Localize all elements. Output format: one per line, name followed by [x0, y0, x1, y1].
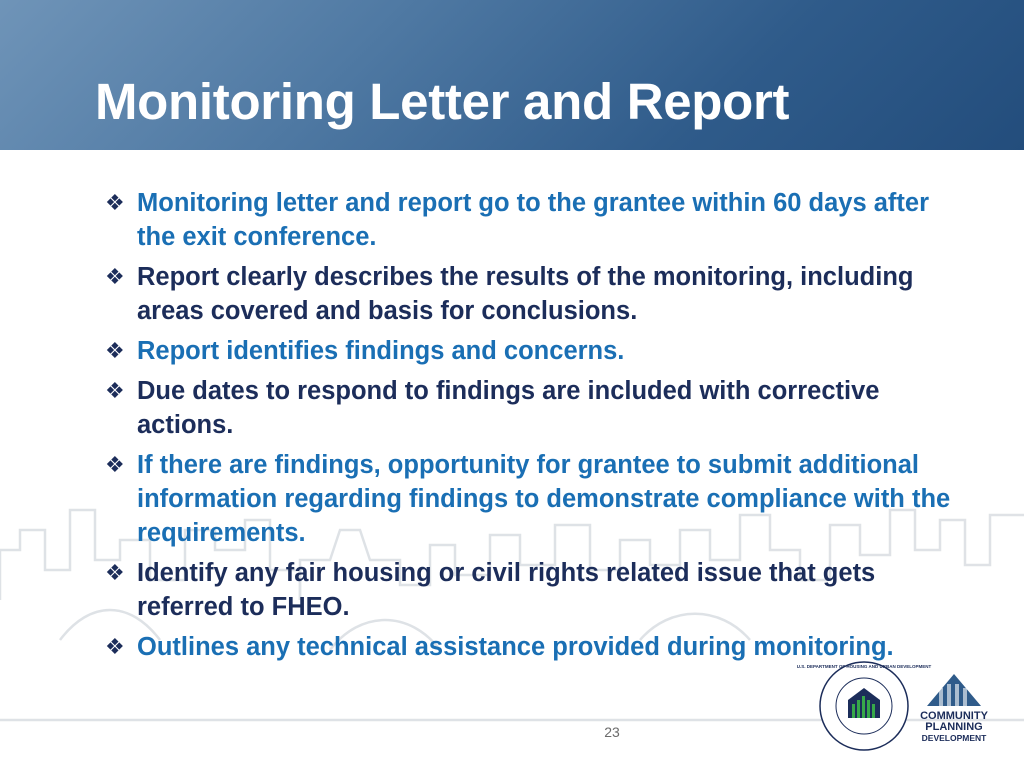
bullet-item — [105, 556, 965, 624]
bullet-text: If there are findings, opportunity for grantee to submit additional information regarding findings to demonstrate compliance with the requirements. — [137, 451, 951, 547]
diamond-bullet-icon: ❖ — [105, 338, 125, 363]
page-number: 23 — [604, 724, 620, 740]
title-banner — [0, 0, 1024, 150]
slide-title: Monitoring Letter and Report — [95, 73, 790, 130]
diamond-bullet-icon: ❖ — [105, 378, 125, 403]
diamond-bullet-icon: ❖ — [105, 560, 125, 585]
bullet-text: Report clearly describes the results of the monitoring, including areas covered and basis for conclusions. — [137, 263, 914, 325]
bullet-text: Outlines any technical assistance provided during monitoring. — [137, 633, 894, 661]
diamond-bullet-icon: ❖ — [105, 634, 125, 659]
bullet-item — [105, 186, 965, 254]
bullet-item — [105, 374, 965, 442]
bullet-text: Report identifies findings and concerns. — [137, 337, 625, 365]
bullet-text: Identify any fair housing or civil rights related issue that gets referred to FHEO. — [137, 559, 876, 621]
diamond-bullet-icon: ❖ — [105, 264, 125, 289]
cpd-line-community: COMMUNITY — [920, 710, 988, 722]
bullet-item — [105, 334, 965, 368]
bullet-text: Due dates to respond to findings are included with corrective actions. — [137, 377, 880, 439]
bullet-item — [105, 448, 965, 550]
hud-seal-logo — [796, 660, 932, 752]
cpd-logo-text — [914, 711, 994, 743]
cpd-line-development: DEVELOPMENT — [921, 733, 987, 743]
cpd-line-planning: PLANNING — [925, 721, 983, 733]
bullet-item — [105, 630, 965, 664]
diamond-bullet-icon: ❖ — [105, 190, 125, 215]
bullet-item — [105, 260, 965, 328]
bullet-text: Monitoring letter and report go to the grantee within 60 days after the exit conference. — [137, 189, 929, 251]
diamond-bullet-icon: ❖ — [105, 452, 125, 477]
hud-seal-text: U.S. DEPARTMENT OF HOUSING AND URBAN DEVELOPMENT — [796, 664, 932, 669]
bullet-list — [105, 186, 965, 670]
